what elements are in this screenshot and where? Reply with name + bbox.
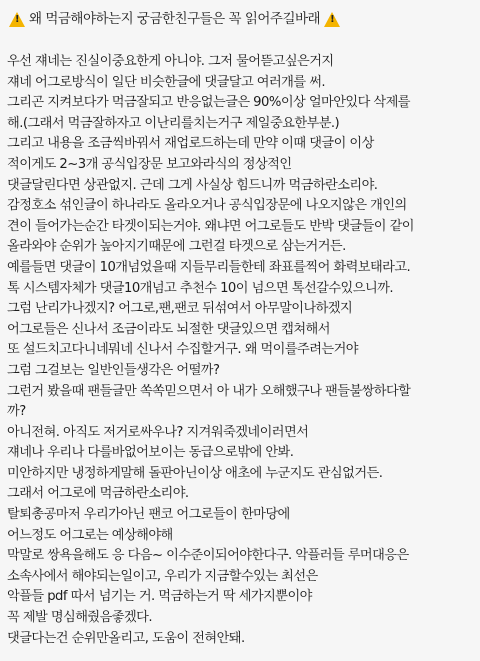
body-line: 쟤네 어그로방식이 일단 비슷한글에 댓글달고 여러개를 써. [7,74,326,90]
body-line: 막말로 쌍욕을해도 응 다음~ 이수준이되어야한다구. 악플러들 루머대응은 [7,548,409,564]
body-line: 그래서 어그로에 먹금하란소리야. [7,486,189,502]
body-line: 어그로들은 신나서 조금이라도 뇌절한 댓글있으면 캡쳐해서 [7,321,330,337]
body-text [7,52,474,649]
body-line: 그리고 내용을 조금씩바꿔서 재업로드하는데 만약 이때 댓글이 이상 [7,136,374,152]
body-line: 소속사에서 해야되는일이고, 우리가 지금할수있는 최선은 [7,568,318,584]
body-line: 까? [7,404,26,420]
warning-icon [9,12,25,27]
body-line: 그리곤 지켜보다가 먹금잘되고 반응없는글은 90%이상 얼마안있다 삭제를 [7,95,410,111]
body-line: 아니전혀. 아직도 저거로싸우나? 지겨워죽겠네이러면서 [7,424,309,440]
body-line: 악플들 pdf 따서 넘기는 거. 먹금하는거 딱 세가지뿐이야 [7,589,312,605]
body-line: 꼭 제발 명심해줬음좋겠다. [7,610,153,626]
body-line: 그런거 봤을때 팬들글만 쏙쏙믿으면서 아 내가 오해했구나 팬들불쌍하다할 [7,383,411,399]
page-title: 왜 먹금해야하는지 궁금한친구들은 꼭 읽어주길바래 [29,11,321,27]
body-line: 톡 시스템자체가 댓글10개넘고 추천수 10이 넘으면 톡선갈수있으니까. [7,280,393,296]
body-line: 댓글달린다면 상관없지. 근데 그게 사실상 힘드니까 먹금하란소리야. [7,177,378,193]
body-line: 또 설드치고다니네뭐네 신나서 수집할거구. 왜 먹이를주려는거야 [7,342,358,358]
body-line: 쟤네나 우리나 다를바없어보이는 동급으로밖에 안봐. [7,445,294,461]
body-line: 적이게도 2~3개 공식입장문 보고와라식의 정상적인 [7,156,292,172]
body-line: 댓글다는건 순위만올리고, 도움이 전혀안돼. [7,630,245,646]
title-row [7,8,474,30]
body-line: 그럼 난리가나겠지? 어그로,팬,팬코 뒤섞여서 아무말이나하겠지 [7,301,353,317]
body-line: 그럼 그걸보는 일반인들생각은 어떨까? [7,362,220,378]
body-line: 해.(그래서 먹금잘하자고 이난리를치는거구 제일중요한부분.) [7,115,340,131]
warning-icon [324,12,340,27]
body-line: 탈퇴총공마저 우리가아닌 팬코 어그로들이 한마당에 [7,507,290,523]
body-line: 미안하지만 냉정하게말해 돌판아닌이상 애초에 누군지도 관심없거든. [7,465,383,481]
body-line: 우선 쟤네는 진실이중요한게 아니야. 그저 물어뜯고싶은거지 [7,54,334,69]
body-line: 견이 들어가는순간 타겟이되는거야. 왜냐면 어그로들도 반박 댓글들이 같이 [7,218,414,234]
body-line: 감정호소 섞인글이 하나라도 올라오거나 공식입장문에 나오지않은 개인의 [7,198,407,214]
body-line: 올라와야 순위가 높아지기때문에 그런걸 타겟으로 삼는거거든. [7,239,346,255]
body-line: 예를들면 댓글이 10개넘었을때 지들무리들한테 좌표를찍어 화력보태라고. [7,259,411,275]
body-line: 어느정도 어그로는 예상해야해 [7,527,173,543]
